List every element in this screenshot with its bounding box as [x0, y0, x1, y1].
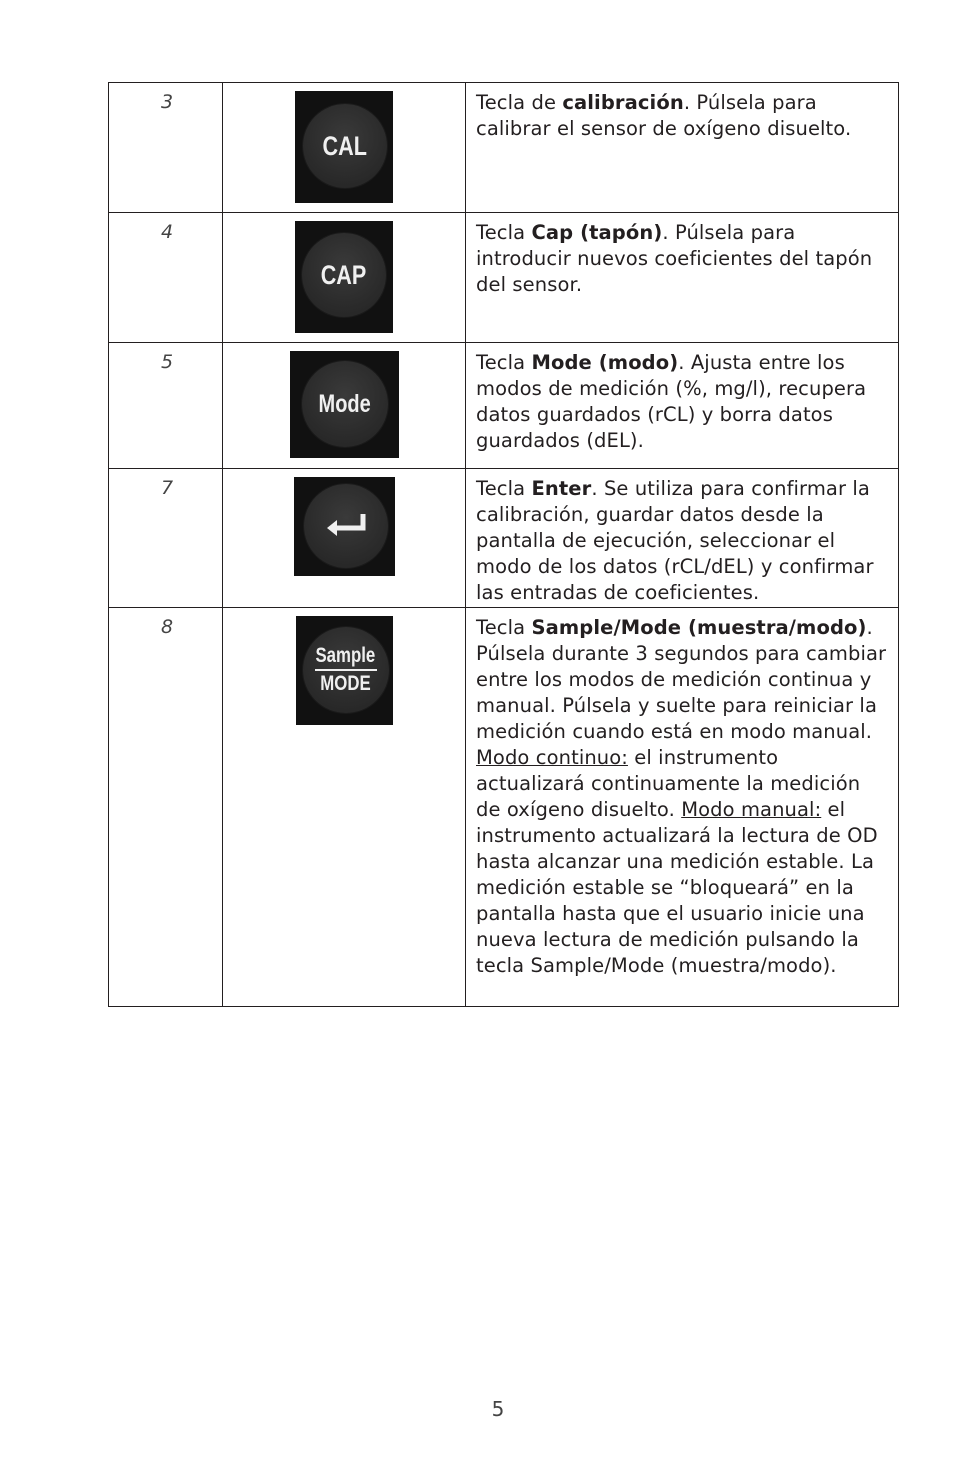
- key-description: Tecla Sample/Mode (muestra/modo). Púlsela durante 3 segundos para cambiar entre los modos de medición continua y manual. Púlsela y suelte para reiniciar la medición cuando está en modo manual. Modo continuo: el instrumento actualizará continuamente la medición de oxígeno disuelto. Modo manual: el instrumento actualizará la lectura de OD hasta alcanzar una medición estable. La medición estable se “bloqueará” en la pantalla hasta que el usuario inicie una nueva lectura de medición pulsando la tecla Sample/Mode (muestra/modo).: [466, 608, 899, 1007]
- key-description: Tecla Enter. Se utiliza para confirmar la calibración, guardar datos desde la pantalla de ejecución, seleccionar el modo de los datos (rCL/dEL) y confirmar las entradas de coeficientes.: [466, 469, 899, 608]
- mode-key-image: [290, 351, 399, 458]
- row-number: 7: [109, 469, 223, 608]
- page-number: 5: [491, 1397, 505, 1421]
- cal-key-label: CAL: [322, 130, 368, 161]
- label-divider: [315, 669, 377, 671]
- sample-mode-key-image: [296, 616, 393, 725]
- table-row: [109, 469, 899, 608]
- continuous-mode-term: Modo continuo:: [476, 746, 628, 769]
- cap-key-label: CAP: [321, 259, 367, 290]
- manual-mode-term: Modo manual:: [681, 798, 822, 821]
- mode-key-label: MODE: [320, 672, 371, 695]
- table-row: [109, 213, 899, 343]
- key-image-cell: [223, 469, 466, 608]
- key-description: Tecla Cap (tapón). Púlsela para introducir nuevos coeficientes del tapón del sensor.: [466, 213, 899, 343]
- cap-key-image: [295, 221, 393, 333]
- key-image-cell: [223, 83, 466, 213]
- row-number: 5: [109, 343, 223, 469]
- key-description-table: [108, 82, 899, 1007]
- key-image-cell: [223, 213, 466, 343]
- key-description: Tecla de calibración. Púlsela para calibrar el sensor de oxígeno disuelto.: [466, 83, 899, 213]
- key-image-cell: [223, 343, 466, 469]
- table-row: [109, 343, 899, 469]
- row-number: 4: [109, 213, 223, 343]
- enter-return-icon: [323, 511, 369, 541]
- cal-key-image: [295, 91, 393, 203]
- row-number: 8: [109, 608, 223, 1007]
- table-row: [109, 83, 899, 213]
- sample-key-label: Sample: [315, 644, 376, 667]
- key-description: Tecla Mode (modo). Ajusta entre los modos de medición (%, mg/l), recupera datos guardados (rCL) y borra datos guardados (dEL).: [466, 343, 899, 469]
- enter-key-image: [294, 477, 395, 576]
- key-image-cell: [223, 608, 466, 1007]
- table-row: [109, 608, 899, 1007]
- row-number: 3: [109, 83, 223, 213]
- mode-key-label: Mode: [318, 389, 371, 418]
